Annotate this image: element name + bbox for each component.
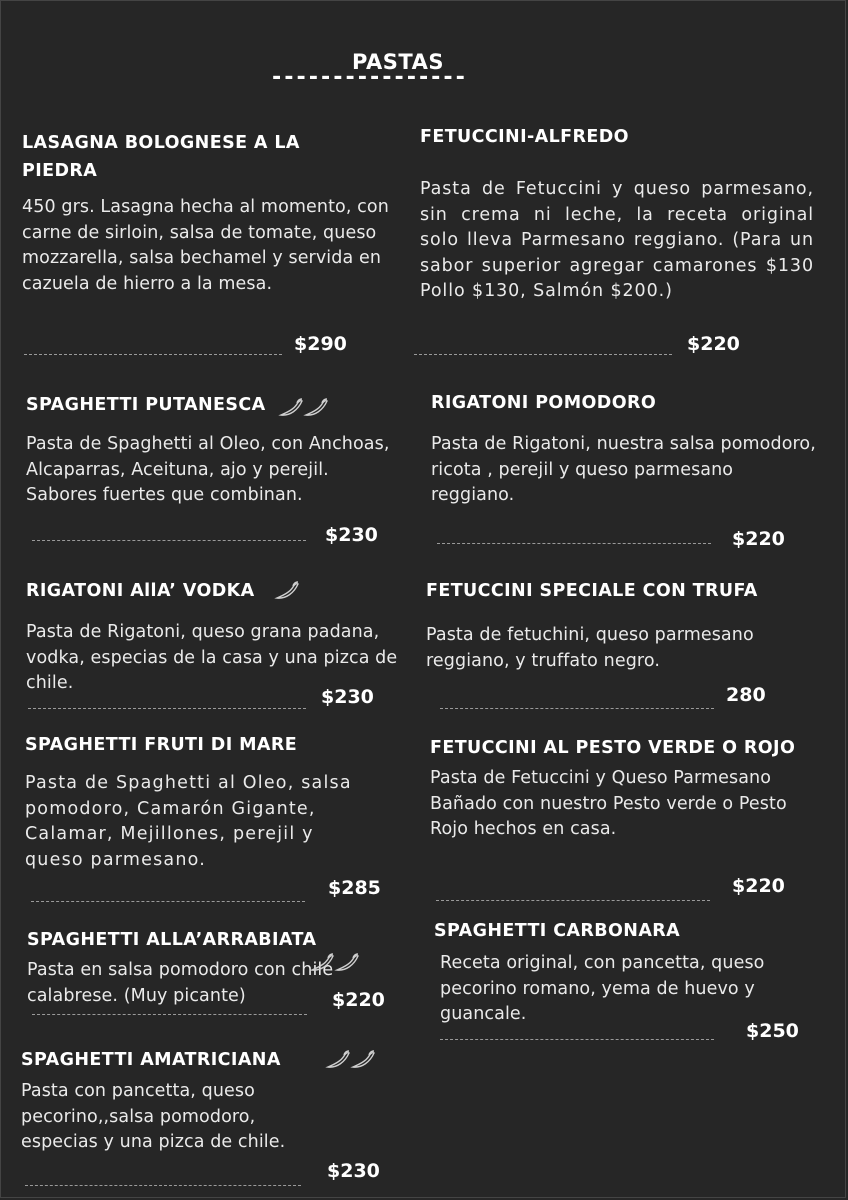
- item-description: Pasta de Spaghetti al Oleo, salsa pomodoro, Camarón Gigante, Calamar, Mejillones, perejil y queso parmesano.: [25, 773, 352, 870]
- item-description: Pasta de Fetuccini y Queso Parmesano Bañado con nuestro Pesto verde o Pesto Rojo hechos en casa.: [430, 768, 787, 839]
- menu-item-fetuccini-pesto: [430, 734, 820, 904]
- price-leader: [25, 1185, 301, 1186]
- price-leader: [440, 1039, 714, 1040]
- price-leader: [436, 900, 710, 901]
- price-leader: [28, 708, 306, 709]
- menu-item-rigatoni-pomodoro: [431, 389, 821, 559]
- item-name: RIGATONI POMODORO: [431, 393, 657, 413]
- item-name: SPAGHETTI AMATRICIANA: [21, 1050, 281, 1070]
- title-underline: [270, 72, 538, 84]
- item-name: SPAGHETTI FRUTI DI MARE: [25, 735, 298, 755]
- item-description: Pasta con pancetta, queso pecorino,,salsa pomodoro, especias y una pizca de chile.: [21, 1081, 286, 1152]
- chili-pepper-icon: [325, 1049, 379, 1071]
- item-description: 450 grs. Lasagna hecha al momento, con carne de sirloin, salsa de tomate, queso mozzarella, salsa bechamel y servida en cazuela de hierro a la mesa.: [22, 197, 389, 294]
- item-name: SPAGHETTI PUTANESCA: [26, 395, 266, 415]
- section-title: PASTAS: [352, 50, 444, 74]
- item-price: 280: [726, 684, 766, 706]
- menu-item-arrabiata: [27, 926, 407, 1026]
- item-description: Pasta en salsa pomodoro con chile calabrese. (Muy picante): [27, 960, 334, 1006]
- item-description: Pasta de Rigatoni, nuestra salsa pomodoro, ricota , perejil y queso parmesano reggiano.: [431, 434, 816, 505]
- item-price: $230: [321, 686, 374, 708]
- menu-item-lasagna: [22, 129, 392, 359]
- item-price: $220: [732, 875, 785, 897]
- item-description: Pasta de Fetuccini y queso parmesano, sin crema ni leche, la receta original solo lleva Parmesano reggiano. (Para un sabor superior agregar camarones $130 Pollo $130, Salmón $200.): [420, 179, 814, 301]
- item-name: FETUCCINI SPECIALE CON TRUFA: [426, 581, 758, 601]
- menu-item-fetuccini-trufa: [426, 577, 816, 717]
- item-price: $230: [325, 524, 378, 546]
- chili-pepper-icon: [274, 580, 304, 602]
- item-name: LASAGNA BOLOGNESE A LA: [22, 133, 300, 153]
- item-name: SPAGHETTI CARBONARA: [434, 921, 681, 941]
- item-name: FETUCCINI AL PESTO VERDE O ROJO: [430, 738, 796, 758]
- menu-item-fetuccini-alfredo: [420, 123, 816, 363]
- item-price: $285: [328, 877, 381, 899]
- item-price: $220: [687, 333, 740, 355]
- menu-item-amatriciana: [21, 1046, 401, 1191]
- menu-item-rigatoni-vodka: [26, 577, 406, 717]
- item-price: $230: [327, 1160, 380, 1182]
- item-price: $220: [332, 989, 385, 1011]
- menu-item-spaghetti-putanesca: [26, 391, 406, 551]
- menu-item-carbonara: [434, 917, 824, 1047]
- item-price: $250: [746, 1020, 799, 1042]
- chili-pepper-icon: [278, 397, 332, 419]
- item-name: SPAGHETTI ALLA’ARRABIATA: [27, 930, 317, 950]
- item-description: Pasta de fetuchini, queso parmesano reggiano, y truffato negro.: [426, 625, 754, 671]
- price-leader: [32, 540, 306, 541]
- menu-item-fruti-di-mare: [25, 731, 405, 906]
- item-description: Pasta de Rigatoni, queso grana padana, vodka, especias de la casa y una pizca de chile.: [26, 622, 398, 693]
- price-leader: [414, 354, 672, 355]
- item-name: RIGATONI AllA’ VODKA: [26, 581, 255, 601]
- price-leader: [24, 354, 282, 355]
- price-leader: [32, 1014, 307, 1015]
- price-leader: [440, 708, 714, 709]
- price-leader: [437, 543, 711, 544]
- item-description: Receta original, con pancetta, queso pecorino romano, yema de huevo y guancale.: [440, 953, 765, 1024]
- item-name-line2: PIEDRA: [22, 161, 98, 181]
- item-price: $220: [732, 528, 785, 550]
- item-price: $290: [294, 333, 347, 355]
- chili-pepper-icon: [309, 952, 363, 974]
- item-description: Pasta de Spaghetti al Oleo, con Anchoas, Alcaparras, Aceituna, ajo y perejil. Sabores fuertes que combinan.: [26, 434, 390, 505]
- item-name: FETUCCINI-ALFREDO: [420, 127, 629, 147]
- price-leader: [31, 901, 305, 902]
